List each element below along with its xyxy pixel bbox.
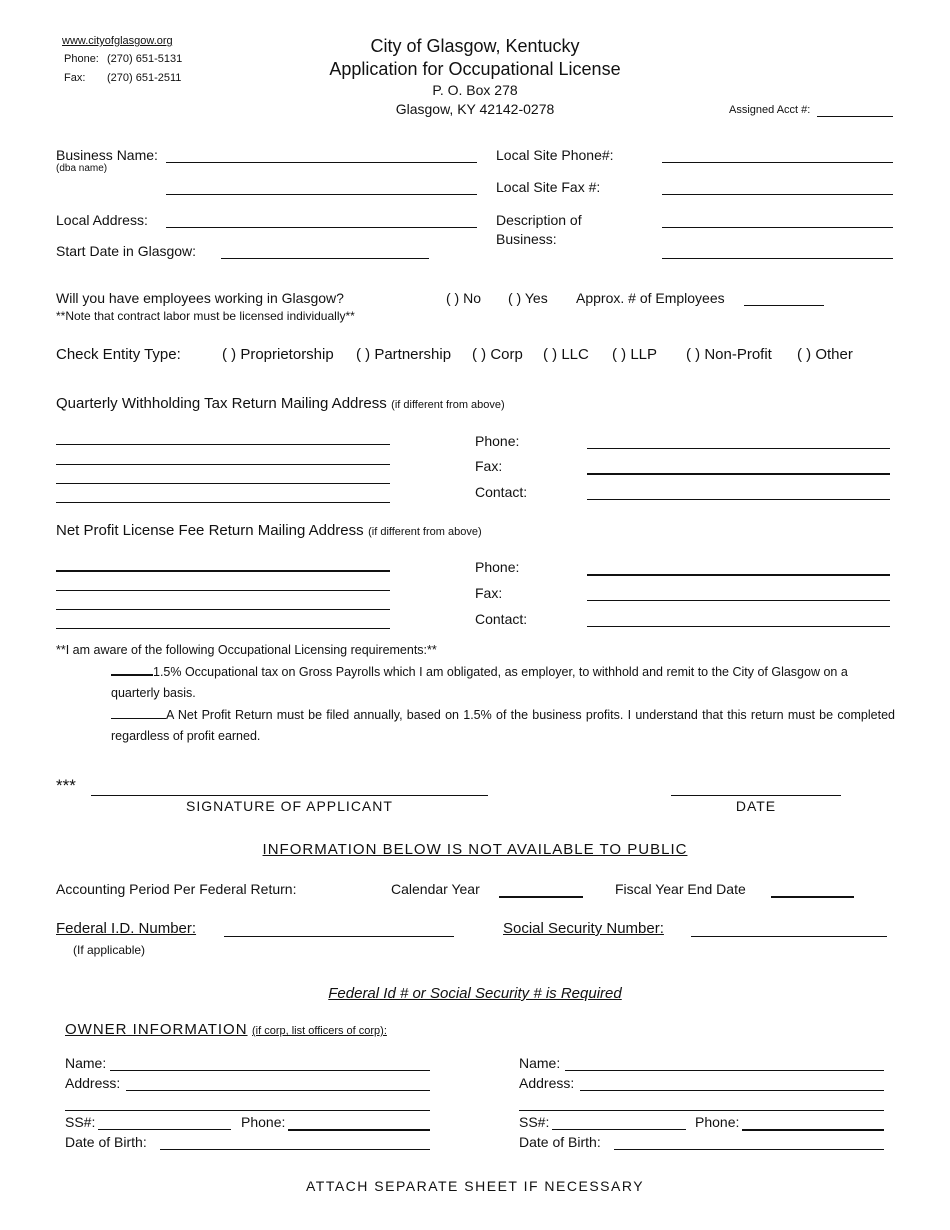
owner1-ss-field[interactable] [98,1129,231,1130]
requirement-item-net-profit [111,705,895,747]
withholding-heading [56,395,505,413]
net-profit-heading [56,522,482,540]
owner-heading-text: OWNER INFORMATION [65,1021,248,1038]
owner2-name-label: Name: [519,1055,561,1071]
owner-heading [65,1021,387,1039]
owner2-name-field[interactable] [565,1070,884,1071]
net-profit-phone-field[interactable] [587,574,890,576]
business-name-field-2[interactable] [166,194,477,195]
fiscal-year-field[interactable] [771,896,854,898]
start-date-field[interactable] [221,258,429,259]
form-title: Application for Occupational License [329,59,621,79]
owner1-ss-label: SS#: [65,1114,96,1130]
owner2-ss-field[interactable] [552,1129,686,1130]
local-address-field[interactable] [166,227,477,228]
date-field[interactable] [671,795,841,796]
withholding-contact-label: Contact: [475,484,528,500]
owner2-phone-field[interactable] [742,1129,884,1131]
local-site-phone-label: Local Site Phone#: [496,147,614,163]
employees-no-option[interactable]: ( ) No [446,290,481,306]
attach-sheet-note: ATTACH SEPARATE SHEET IF NECESSARY [305,1178,645,1194]
withholding-address-line-2[interactable] [56,464,390,465]
city-state-zip: Glasgow, KY 42142-0278 [395,101,555,117]
signature-label: SIGNATURE OF APPLICANT [186,798,393,814]
net-profit-address-line-2[interactable] [56,590,390,591]
net-profit-heading-text: Net Profit License Fee Return Mailing Address [56,522,364,539]
entity-nonprofit-option[interactable]: ( ) Non-Profit [686,346,772,363]
signature-field[interactable] [91,795,488,796]
requirement-item-net-profit-text: A Net Profit Return must be filed annually, based on 1.5% of the business profits. I understand that this return must be completed regardless of profit earned. [111,708,895,743]
entity-llp-option[interactable]: ( ) LLP [612,346,658,363]
owner1-address-label: Address: [65,1075,121,1091]
net-profit-contact-label: Contact: [475,611,528,627]
owner1-name-field[interactable] [110,1070,430,1071]
local-site-phone-field[interactable] [662,162,893,163]
requirement-item-payroll-tax-text: 1.5% Occupational tax on Gross Payrolls which I am obligated, as employer, to withhold and remit to the City of Glasgow on a quarterly basis. [111,665,848,700]
withholding-fax-field[interactable] [587,473,890,475]
signature-stars: *** [56,776,76,795]
owner2-dob-field[interactable] [614,1149,884,1150]
requirement-item-payroll-tax [111,662,895,704]
start-date-label: Start Date in Glasgow: [56,243,197,259]
owner-heading-note: (if corp, list officers of corp): [252,1025,387,1037]
employees-question: Will you have employees working in Glasgow? [56,290,344,306]
approx-employees-label: Approx. # of Employees [576,290,725,306]
withholding-contact-field[interactable] [587,499,890,500]
owner1-phone-label: Phone: [241,1114,286,1130]
net-profit-heading-note: (if different from above) [368,526,482,538]
owner2-phone-label: Phone: [695,1114,740,1130]
description-label: Description of [496,212,582,228]
owner2-dob-label: Date of Birth: [519,1134,601,1150]
withholding-address-line-3[interactable] [56,483,390,484]
owner2-address-field-2[interactable] [519,1110,884,1111]
owner1-phone-field[interactable] [288,1129,430,1131]
header-fax-label: Fax: [64,72,86,84]
federal-id-field[interactable] [224,936,454,937]
accounting-period-label: Accounting Period Per Federal Return: [56,881,297,897]
assigned-acct-field[interactable] [817,116,893,117]
owner1-address-field[interactable] [126,1090,430,1091]
dba-note: (dba name) [56,163,108,174]
header-phone-label: Phone: [64,53,99,65]
private-info-heading: INFORMATION BELOW IS NOT AVAILABLE TO PUBLIC [262,841,688,858]
payroll-tax-initial-field[interactable] [111,662,153,676]
entity-partnership-option[interactable]: ( ) Partnership [356,346,452,363]
entity-type-label: Check Entity Type: [56,346,181,363]
owner2-address-label: Address: [519,1075,575,1091]
assigned-acct-label: Assigned Acct #: [729,104,811,116]
description-field-2[interactable] [662,258,893,259]
owner1-name-label: Name: [65,1055,107,1071]
form-title-city: City of Glasgow, Kentucky [370,36,580,56]
net-profit-address-line-3[interactable] [56,609,390,610]
calendar-year-label: Calendar Year [391,881,480,897]
withholding-phone-label: Phone: [475,433,520,449]
local-site-fax-field[interactable] [662,194,893,195]
net-profit-address-line-4[interactable] [56,628,390,629]
website-link[interactable]: www.cityofglasgow.org [62,35,173,47]
date-label: DATE [735,798,777,814]
net-profit-fax-label: Fax: [475,585,503,601]
ssn-label: Social Security Number: [503,920,664,937]
federal-id-label: Federal I.D. Number: [56,920,197,937]
employees-yes-option[interactable]: ( ) Yes [508,290,548,306]
owner2-address-field[interactable] [580,1090,884,1091]
withholding-fax-label: Fax: [475,458,503,474]
header-phone: (270) 651-5131 [107,53,183,65]
entity-other-option[interactable]: ( ) Other [797,346,853,363]
withholding-address-line-1[interactable] [56,444,390,445]
withholding-heading-text: Quarterly Withholding Tax Return Mailing Address [56,395,387,412]
business-name-field[interactable] [166,162,477,163]
approx-employees-field[interactable] [744,305,824,306]
local-site-fax-label: Local Site Fax #: [496,179,601,195]
ssn-field[interactable] [691,936,887,937]
entity-llc-option[interactable]: ( ) LLC [543,346,589,363]
withholding-heading-note: (if different from above) [391,399,505,411]
calendar-year-field[interactable] [499,896,583,898]
withholding-phone-field[interactable] [587,448,890,449]
header-fax: (270) 651-2511 [107,72,182,84]
owner2-ss-label: SS#: [519,1114,550,1130]
contract-labor-note: **Note that contract labor must be licensed individually** [56,309,355,323]
net-profit-fax-field[interactable] [587,600,890,601]
net-profit-phone-label: Phone: [475,559,520,575]
fiscal-year-label: Fiscal Year End Date [615,881,746,897]
entity-proprietorship-option[interactable]: ( ) Proprietorship [222,346,334,363]
requirements-intro: **I am aware of the following Occupational Licensing requirements:** [56,643,437,657]
description-field[interactable] [662,227,893,228]
entity-corp-option[interactable]: ( ) Corp [472,346,523,363]
owner1-dob-field[interactable] [160,1149,430,1150]
required-note: Federal Id # or Social Security # is Required [328,985,622,1002]
local-address-label: Local Address: [56,212,148,228]
owner1-dob-label: Date of Birth: [65,1134,147,1150]
description-label-2: Business: [496,231,557,247]
po-box: P. O. Box 278 [432,82,518,98]
business-name-label: Business Name: [56,147,158,163]
net-profit-address-line-1[interactable] [56,570,390,572]
net-profit-contact-field[interactable] [587,626,890,627]
owner1-address-field-2[interactable] [65,1110,430,1111]
withholding-address-line-4[interactable] [56,502,390,503]
net-profit-initial-field[interactable] [111,706,166,719]
if-applicable-note: (If applicable) [73,943,146,957]
